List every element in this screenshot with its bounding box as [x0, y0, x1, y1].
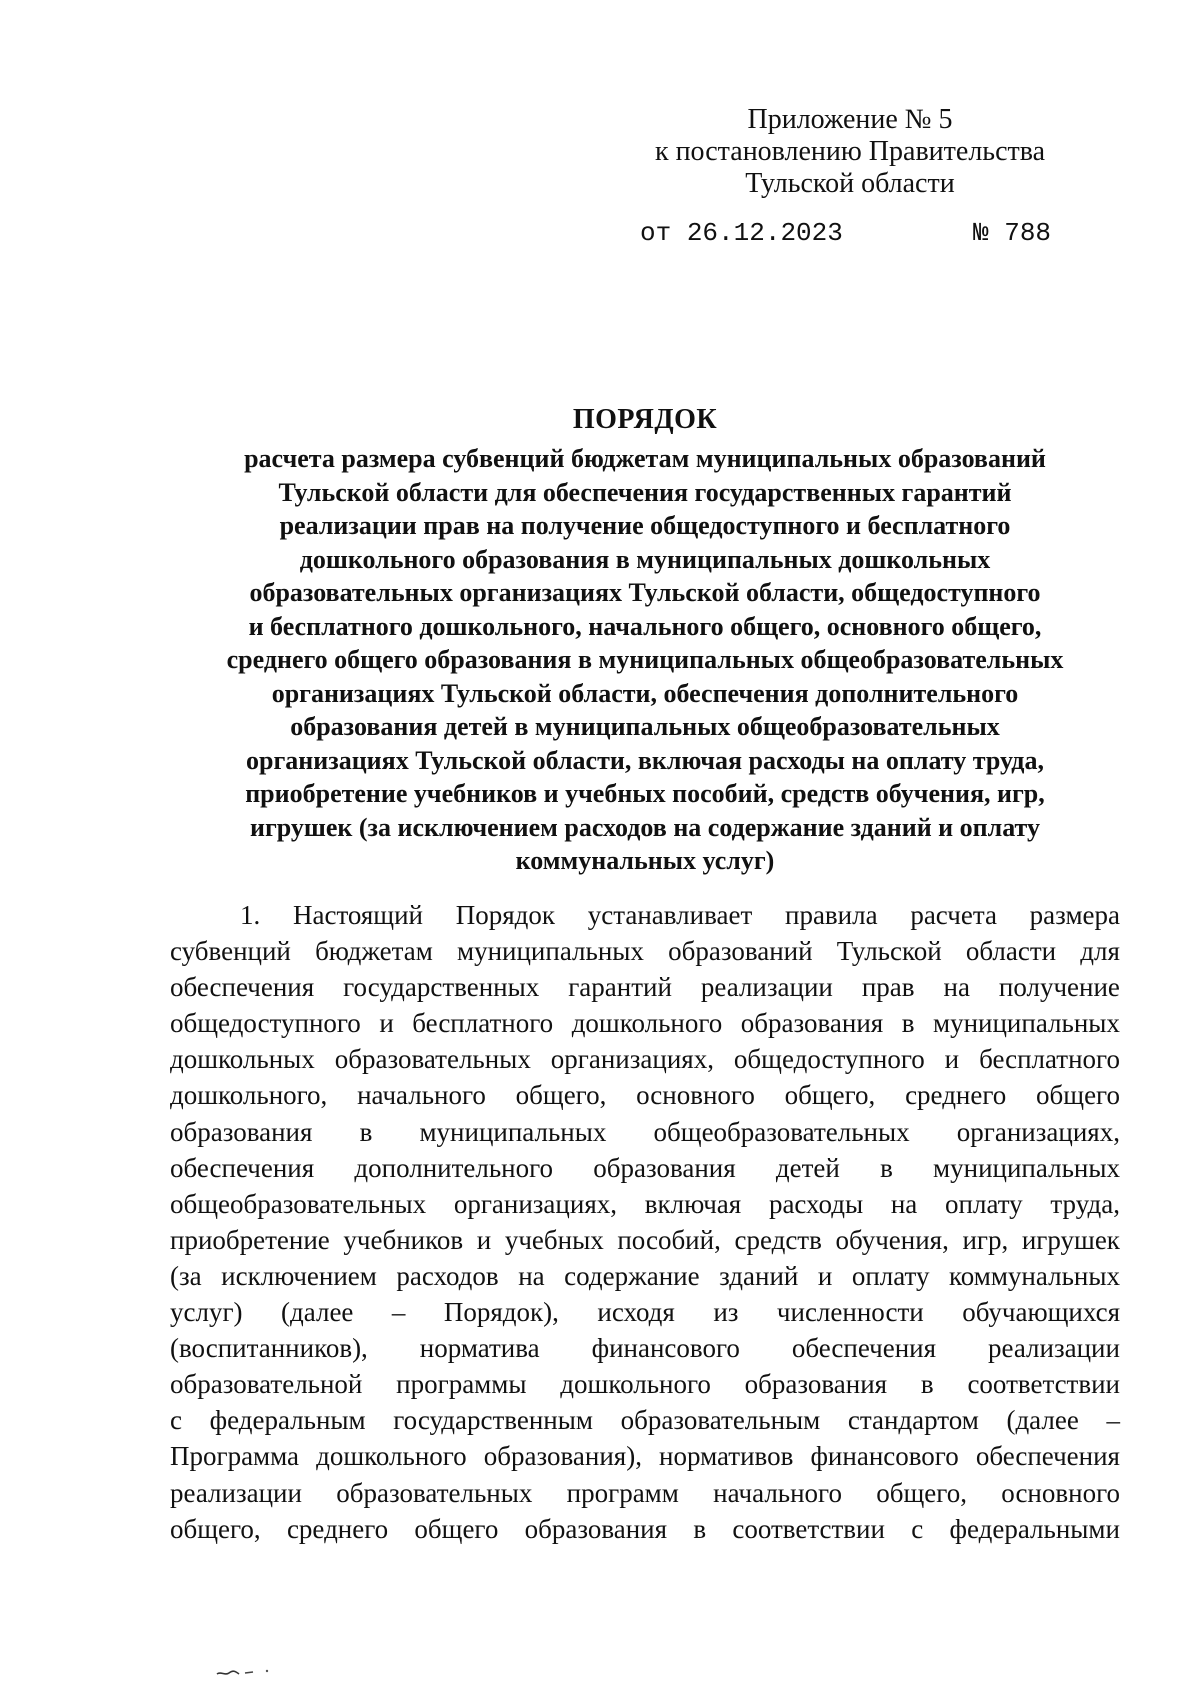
word: и — [476, 1224, 492, 1255]
paragraph-line — [170, 1330, 1120, 1366]
word: обеспечения — [791, 1333, 937, 1364]
appendix-region: Тульской области — [745, 168, 955, 199]
word: муниципальных — [932, 1008, 1120, 1039]
word: из — [713, 1297, 739, 1328]
word: государственным — [393, 1405, 593, 1436]
paragraph-line — [170, 1475, 1120, 1511]
word: дошкольного — [571, 1008, 723, 1039]
word: федеральным — [209, 1405, 366, 1436]
word: Программа — [170, 1441, 300, 1472]
word: дошкольного — [316, 1441, 467, 1472]
paragraph-line — [170, 1511, 1120, 1547]
word: муниципальных — [933, 1152, 1120, 1183]
word: начального — [713, 1477, 842, 1508]
word: обеспечения — [170, 1152, 315, 1183]
appendix-header — [620, 104, 1080, 200]
word: для — [1080, 936, 1120, 967]
word: общего — [1036, 1080, 1120, 1111]
word: Порядок — [455, 900, 556, 930]
word: пособий, — [617, 1224, 721, 1255]
word: образовательных — [336, 1477, 533, 1508]
word: Порядок), — [443, 1297, 559, 1328]
word: правила — [785, 900, 878, 930]
word: бесплатного — [412, 1008, 554, 1039]
word: детей — [775, 1152, 840, 1183]
word: образования — [593, 1152, 736, 1183]
word: организациях, — [956, 1116, 1120, 1147]
word: исключением — [221, 1260, 377, 1291]
word: субвенций — [170, 936, 291, 967]
decree-number — [973, 218, 1051, 248]
subtitle-line: коммунальных услуг) — [515, 846, 775, 875]
word: образования — [744, 1369, 888, 1400]
word: образования — [170, 1116, 313, 1147]
word: на — [518, 1260, 545, 1291]
paragraph-line — [170, 1114, 1120, 1150]
word: расходы — [768, 1188, 864, 1219]
word: обеспечения — [170, 972, 315, 1003]
word: зданий — [719, 1260, 799, 1291]
word: финансового — [810, 1441, 959, 1472]
paragraph-line — [170, 1222, 1120, 1258]
word: соответствии — [732, 1513, 885, 1544]
word: в — [693, 1513, 707, 1544]
word: игрушек — [1021, 1224, 1120, 1255]
word: (далее — [281, 1297, 354, 1328]
word: основного — [1001, 1477, 1120, 1508]
word: среднего — [286, 1513, 389, 1544]
subtitle-line: приобретение учебников и учебных пособий, средств обучения, игр, — [245, 779, 1045, 808]
subtitle-line: организациях Тульской области, обеспечения дополнительного — [271, 678, 1019, 708]
word: Настоящий — [292, 900, 423, 930]
word: в — [359, 1116, 373, 1147]
word: области — [965, 936, 1057, 967]
word: финансового — [591, 1333, 740, 1364]
word: услуг) — [170, 1297, 243, 1328]
word: общедоступного — [170, 1008, 361, 1039]
word: игр, — [962, 1224, 1009, 1255]
paragraph-line — [170, 1186, 1120, 1222]
word: нормативов — [659, 1441, 794, 1472]
paragraph-line — [170, 933, 1120, 969]
document-title: ПОРЯДОК — [572, 404, 718, 435]
word: реализации — [988, 1333, 1120, 1364]
word: общего, — [515, 1080, 607, 1111]
word: соответствии — [967, 1369, 1120, 1400]
word: общего — [414, 1513, 499, 1544]
paragraph-line — [170, 1258, 1120, 1294]
word: на — [943, 972, 970, 1003]
word: – — [391, 1297, 406, 1328]
word: обеспечения — [975, 1441, 1120, 1472]
subtitle-line: Тульской области для обеспечения государственных гарантий — [278, 477, 1012, 507]
word: оплату — [851, 1260, 930, 1291]
word: расходов — [396, 1260, 499, 1291]
paragraph-line — [170, 1150, 1120, 1186]
subtitle-line: игрушек (за исключением расходов на содержание зданий и оплату — [250, 812, 1040, 842]
decree-number-value: 788 — [1004, 218, 1052, 248]
word: – — [1106, 1405, 1120, 1436]
subtitle-line: реализации прав на получение общедоступного и бесплатного — [279, 511, 1011, 540]
decree-date — [640, 218, 843, 248]
word: общего, — [784, 1080, 876, 1111]
word: общедоступного — [733, 1044, 925, 1075]
word: общего, — [876, 1477, 967, 1508]
subtitle-line: и бесплатного дошкольного, начального общего, основного общего, — [248, 611, 1042, 641]
word: государственных — [343, 972, 540, 1003]
word: организациях, — [550, 1044, 714, 1075]
word: (воспитанников), — [170, 1333, 368, 1364]
word: средств — [734, 1224, 822, 1255]
word: гарантий — [568, 972, 672, 1003]
word: и — [944, 1044, 960, 1075]
word: основного — [636, 1080, 755, 1111]
paragraph-line — [170, 969, 1120, 1005]
appendix-reference: к постановлению Правительства — [654, 136, 1046, 167]
word: получение — [998, 972, 1120, 1003]
word: программ — [566, 1477, 679, 1508]
word: размера — [1029, 900, 1120, 930]
word: дошкольного, — [170, 1080, 328, 1111]
word: программы — [396, 1369, 527, 1400]
word: общего, — [170, 1513, 261, 1544]
word: коммунальных — [949, 1260, 1120, 1291]
word: и — [817, 1260, 833, 1291]
word: образования — [524, 1513, 668, 1544]
word: прав — [861, 972, 915, 1003]
word: обучения, — [835, 1224, 949, 1255]
word: норматива — [419, 1333, 540, 1364]
word: общеобразовательных — [653, 1116, 910, 1147]
word: дополнительного — [354, 1152, 554, 1183]
word: Тульской — [836, 936, 942, 967]
word: образовательной — [170, 1369, 363, 1400]
word: в — [920, 1369, 934, 1400]
decree-date-prefix: от — [640, 218, 672, 248]
word: среднего — [905, 1080, 1007, 1111]
subtitle-line: среднего общего образования в муниципальных общеобразовательных — [226, 645, 1064, 674]
decree-date-value: 26.12.2023 — [686, 218, 843, 248]
appendix-number: Приложение № 5 — [747, 104, 953, 135]
word: организациях, — [453, 1188, 617, 1219]
paragraph-line — [170, 1438, 1120, 1474]
paragraph-line — [170, 897, 1120, 933]
word: (за — [170, 1260, 202, 1291]
word: стандартом — [847, 1405, 979, 1436]
word: бесплатного — [979, 1044, 1120, 1075]
paragraph-line — [170, 1402, 1120, 1438]
word: 1. — [240, 900, 261, 930]
word: включая — [644, 1188, 742, 1219]
word: образования — [740, 1008, 884, 1039]
document-subtitle — [150, 442, 1140, 878]
word: в — [880, 1152, 893, 1183]
word: муниципальных — [419, 1116, 607, 1147]
word: с — [911, 1513, 924, 1544]
word: бюджетам — [315, 936, 433, 967]
word: труда, — [1050, 1188, 1120, 1219]
word: содержание — [564, 1260, 700, 1291]
word: начального — [357, 1080, 486, 1111]
word: дошкольных — [170, 1044, 315, 1075]
word: муниципальных — [457, 936, 644, 967]
word: численности — [776, 1297, 924, 1328]
subtitle-line: образования детей в муниципальных общеобразовательных — [290, 712, 1000, 741]
paragraph-line — [170, 1005, 1120, 1041]
paragraph-line — [170, 1366, 1120, 1402]
word: на — [890, 1188, 918, 1219]
word: образования), — [483, 1441, 642, 1472]
handwritten-mark — [215, 1665, 295, 1679]
subtitle-line: расчета размера субвенций бюджетам муниципальных образований — [244, 444, 1046, 473]
subtitle-line: дошкольного образования в муниципальных дошкольных — [299, 544, 991, 574]
word: устанавливает — [587, 900, 753, 930]
word: и — [379, 1008, 394, 1039]
word: обучающихся — [962, 1297, 1120, 1328]
word: реализации — [700, 972, 833, 1003]
word: реализации — [170, 1477, 302, 1508]
paragraph-1 — [170, 897, 1120, 1547]
word: образовательных — [334, 1044, 531, 1075]
word: оплату — [945, 1188, 1023, 1219]
word: дошкольного — [560, 1369, 711, 1400]
word: учебников — [343, 1224, 464, 1255]
paragraph-line — [170, 1294, 1120, 1330]
word: образовательным — [620, 1405, 821, 1436]
decree-number-prefix: № — [973, 218, 989, 248]
word: образований — [668, 936, 813, 967]
word: (далее — [1006, 1405, 1079, 1436]
word: приобретение — [170, 1224, 330, 1255]
word: с — [170, 1405, 182, 1436]
word: федеральными — [949, 1513, 1120, 1544]
paragraph-line — [170, 1041, 1120, 1077]
word: в — [901, 1008, 915, 1039]
subtitle-line: образовательных организациях Тульской области, общедоступного — [249, 578, 1041, 607]
word: расчета — [910, 900, 997, 930]
word: исходя — [597, 1297, 675, 1328]
word: общеобразовательных — [170, 1188, 427, 1219]
subtitle-line: организациях Тульской области, включая расходы на оплату труда, — [246, 745, 1044, 775]
paragraph-line — [170, 1077, 1120, 1113]
word: учебных — [504, 1224, 604, 1255]
